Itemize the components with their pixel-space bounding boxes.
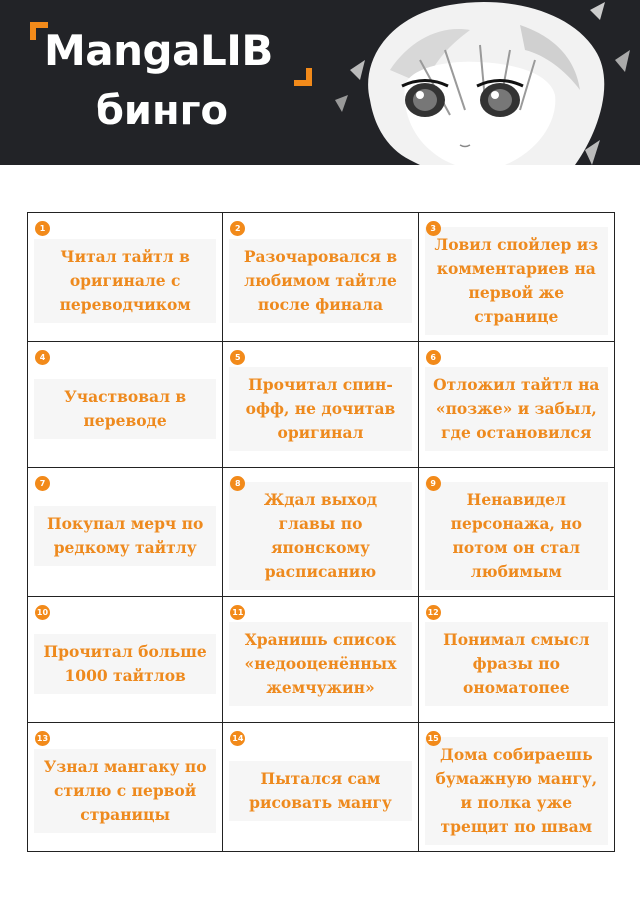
bingo-cell[interactable] [419,342,614,468]
cell-text: Прочитал больше 1000 тайтлов [34,634,216,694]
cell-text: Покупал мерч по редкому тайтлу [34,506,216,566]
bingo-cell[interactable] [223,723,418,851]
cell-number-badge: 5 [230,350,245,365]
cell-text: Ловил спойлер из комментариев на первой же странице [425,227,608,335]
mangalib-logo [30,22,312,86]
bingo-cell[interactable] [419,213,614,342]
cell-number-badge: 11 [230,605,245,620]
bingo-cell[interactable] [28,213,223,342]
cell-number-badge: 2 [230,221,245,236]
cell-text: Пытался сам рисовать мангу [229,761,411,821]
logo-text: MangaLIB [44,26,273,75]
bingo-cell[interactable] [28,723,223,851]
cell-number-badge: 6 [426,350,441,365]
bingo-grid [27,212,615,852]
bingo-cell[interactable] [28,342,223,468]
cell-number-badge: 13 [35,731,50,746]
cell-number-badge: 3 [426,221,441,236]
cell-text: Ненавидел персонажа, но потом он стал любимым [425,482,608,590]
cell-text: Читал тайтл в оригинале с переводчиком [34,239,216,323]
bingo-cell[interactable] [223,597,418,723]
bingo-cell[interactable] [419,597,614,723]
bingo-cell[interactable] [223,213,418,342]
anime-girl-illustration [330,0,640,165]
cell-number-badge: 7 [35,476,50,491]
cell-number-badge: 14 [230,731,245,746]
cell-number-badge: 1 [35,221,50,236]
bingo-cell[interactable] [28,597,223,723]
cell-number-badge: 12 [426,605,441,620]
cell-number-badge: 10 [35,605,50,620]
cell-text: Прочитал спин-офф, не дочитав оригинал [229,367,411,451]
cell-text: Участвовал в переводе [34,379,216,439]
cell-text: Отложил тайтл на «позже» и забыл, где остановился [425,367,608,451]
cell-text: Ждал выход главы по японскому расписанию [229,482,411,590]
page-subtitle: бинго [96,88,228,134]
bingo-cell[interactable] [223,468,418,597]
bingo-cell[interactable] [419,468,614,597]
bingo-cell[interactable] [28,468,223,597]
cell-text: Хранишь список «недооценённых жемчужин» [229,622,411,706]
bingo-cell[interactable] [223,342,418,468]
cell-text: Разочаровался в любимом тайтле после финала [229,239,411,323]
header-banner [0,0,640,165]
cell-number-badge: 4 [35,350,50,365]
bingo-cell[interactable] [419,723,614,851]
cell-number-badge: 8 [230,476,245,491]
logo-bracket-bottom-right [294,68,312,86]
cell-number-badge: 9 [426,476,441,491]
cell-text: Понимал смысл фразы по ономатопее [425,622,608,706]
cell-text: Дома собираешь бумажную мангу, и полка уже трещит по швам [425,737,608,845]
cell-number-badge: 15 [426,731,441,746]
cell-text: Узнал мангаку по стилю с первой страницы [34,749,216,833]
